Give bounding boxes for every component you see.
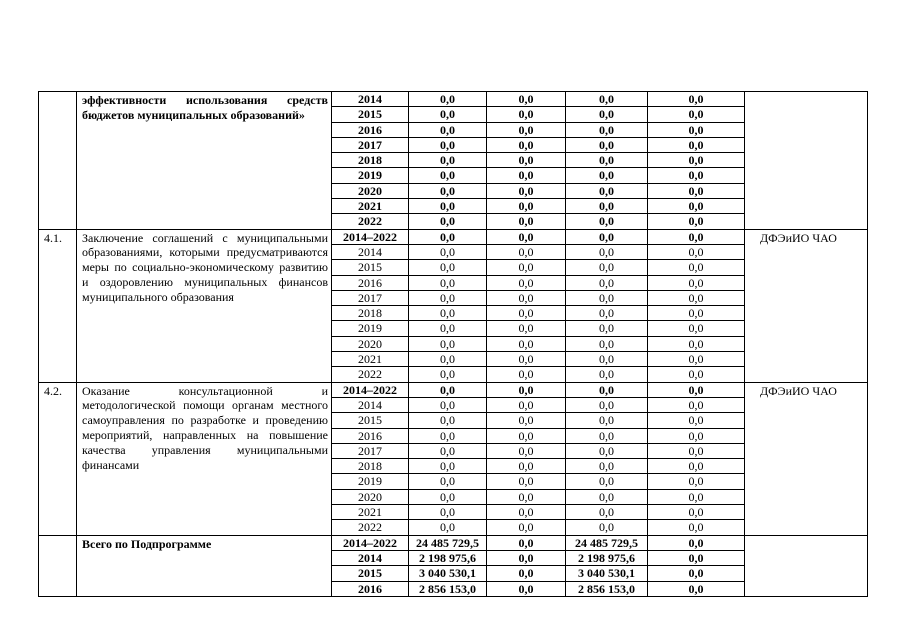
funding-value-cell: 0,0 bbox=[648, 153, 745, 168]
funding-value-cell: 0,0 bbox=[487, 443, 566, 458]
funding-value-cell: 0,0 bbox=[487, 428, 566, 443]
funding-value-cell: 0,0 bbox=[409, 428, 487, 443]
row-number: 4.2. bbox=[39, 382, 77, 535]
funding-value-cell: 2 856 153,0 bbox=[409, 581, 487, 596]
funding-value-cell: 0,0 bbox=[648, 413, 745, 428]
funding-value-cell: 0,0 bbox=[409, 352, 487, 367]
funding-value-cell: 0,0 bbox=[409, 183, 487, 198]
funding-value-cell: 0,0 bbox=[487, 168, 566, 183]
row-number bbox=[39, 535, 77, 596]
funding-value-cell: 0,0 bbox=[487, 474, 566, 489]
year-cell: 2017 bbox=[332, 443, 409, 458]
funding-value-cell: 0,0 bbox=[566, 183, 648, 198]
funding-value-cell: 0,0 bbox=[409, 306, 487, 321]
funding-value-cell: 0,0 bbox=[566, 306, 648, 321]
year-cell: 2014–2022 bbox=[332, 535, 409, 550]
funding-value-cell: 0,0 bbox=[648, 489, 745, 504]
funding-value-cell: 0,0 bbox=[409, 489, 487, 504]
funding-value-cell: 0,0 bbox=[487, 229, 566, 244]
funding-value-cell: 0,0 bbox=[648, 535, 745, 550]
funding-value-cell: 0,0 bbox=[566, 168, 648, 183]
year-cell: 2014 bbox=[332, 397, 409, 412]
funding-value-cell: 0,0 bbox=[487, 137, 566, 152]
funding-value-cell: 2 198 975,6 bbox=[566, 550, 648, 565]
executor-cell: ДФЭиИО ЧАО bbox=[745, 229, 868, 382]
table-row bbox=[39, 92, 868, 107]
funding-value-cell: 2 198 975,6 bbox=[409, 550, 487, 565]
executor-cell bbox=[745, 92, 868, 230]
funding-value-cell: 0,0 bbox=[648, 474, 745, 489]
funding-value-cell: 0,0 bbox=[648, 260, 745, 275]
year-cell: 2020 bbox=[332, 183, 409, 198]
funding-value-cell: 0,0 bbox=[648, 107, 745, 122]
funding-value-cell: 0,0 bbox=[648, 168, 745, 183]
year-cell: 2015 bbox=[332, 260, 409, 275]
funding-value-cell: 0,0 bbox=[409, 459, 487, 474]
funding-value-cell: 0,0 bbox=[566, 229, 648, 244]
funding-value-cell: 0,0 bbox=[648, 505, 745, 520]
funding-value-cell: 0,0 bbox=[409, 92, 487, 107]
funding-value-cell: 0,0 bbox=[487, 520, 566, 535]
funding-value-cell: 0,0 bbox=[487, 107, 566, 122]
funding-value-cell: 0,0 bbox=[487, 413, 566, 428]
funding-value-cell: 0,0 bbox=[487, 382, 566, 397]
year-cell: 2014–2022 bbox=[332, 229, 409, 244]
subprogram-table bbox=[38, 91, 868, 597]
funding-value-cell: 0,0 bbox=[409, 214, 487, 229]
funding-value-cell: 0,0 bbox=[648, 122, 745, 137]
funding-value-cell: 0,0 bbox=[648, 306, 745, 321]
year-cell: 2015 bbox=[332, 107, 409, 122]
funding-value-cell: 0,0 bbox=[487, 459, 566, 474]
funding-value-cell: 0,0 bbox=[409, 474, 487, 489]
year-cell: 2016 bbox=[332, 581, 409, 596]
funding-value-cell: 3 040 530,1 bbox=[566, 566, 648, 581]
funding-value-cell: 24 485 729,5 bbox=[409, 535, 487, 550]
activity-name: Заключение соглашений с муниципальными образованиями, которыми предусматриваются меры по социально-экономическому развитию и оздоровлению муниципальных финансов муниципального образования bbox=[77, 229, 332, 382]
funding-value-cell: 0,0 bbox=[409, 199, 487, 214]
year-cell: 2021 bbox=[332, 352, 409, 367]
funding-value-cell: 0,0 bbox=[648, 397, 745, 412]
funding-value-cell: 0,0 bbox=[566, 275, 648, 290]
year-cell: 2020 bbox=[332, 489, 409, 504]
funding-value-cell: 0,0 bbox=[487, 581, 566, 596]
funding-value-cell: 0,0 bbox=[648, 428, 745, 443]
funding-value-cell: 0,0 bbox=[487, 535, 566, 550]
funding-value-cell: 0,0 bbox=[566, 336, 648, 351]
funding-value-cell: 0,0 bbox=[409, 107, 487, 122]
table-row bbox=[39, 535, 868, 550]
funding-value-cell: 0,0 bbox=[409, 321, 487, 336]
funding-value-cell: 0,0 bbox=[648, 229, 745, 244]
funding-value-cell: 0,0 bbox=[648, 520, 745, 535]
funding-value-cell: 0,0 bbox=[487, 183, 566, 198]
funding-value-cell: 0,0 bbox=[566, 199, 648, 214]
funding-value-cell: 0,0 bbox=[487, 306, 566, 321]
funding-value-cell: 0,0 bbox=[566, 321, 648, 336]
funding-value-cell: 0,0 bbox=[648, 550, 745, 565]
funding-value-cell: 0,0 bbox=[648, 336, 745, 351]
funding-value-cell: 0,0 bbox=[648, 199, 745, 214]
funding-value-cell: 0,0 bbox=[487, 260, 566, 275]
funding-value-cell: 0,0 bbox=[648, 92, 745, 107]
year-cell: 2014 bbox=[332, 550, 409, 565]
funding-value-cell: 0,0 bbox=[409, 443, 487, 458]
funding-value-cell: 0,0 bbox=[487, 153, 566, 168]
table-row bbox=[39, 229, 868, 244]
funding-value-cell: 0,0 bbox=[487, 275, 566, 290]
funding-value-cell: 0,0 bbox=[566, 107, 648, 122]
year-cell: 2016 bbox=[332, 275, 409, 290]
funding-value-cell: 0,0 bbox=[566, 520, 648, 535]
year-cell: 2017 bbox=[332, 137, 409, 152]
funding-value-cell: 0,0 bbox=[487, 199, 566, 214]
funding-value-cell: 0,0 bbox=[409, 520, 487, 535]
funding-value-cell: 0,0 bbox=[487, 367, 566, 382]
funding-value-cell: 0,0 bbox=[566, 290, 648, 305]
year-cell: 2021 bbox=[332, 199, 409, 214]
table-body bbox=[39, 92, 868, 597]
funding-value-cell: 0,0 bbox=[566, 489, 648, 504]
year-cell: 2021 bbox=[332, 505, 409, 520]
year-cell: 2016 bbox=[332, 428, 409, 443]
funding-value-cell: 0,0 bbox=[566, 397, 648, 412]
funding-value-cell: 0,0 bbox=[648, 183, 745, 198]
funding-value-cell: 0,0 bbox=[648, 137, 745, 152]
funding-value-cell: 0,0 bbox=[487, 92, 566, 107]
funding-value-cell: 3 040 530,1 bbox=[409, 566, 487, 581]
funding-value-cell: 0,0 bbox=[566, 413, 648, 428]
year-cell: 2019 bbox=[332, 474, 409, 489]
funding-value-cell: 0,0 bbox=[487, 352, 566, 367]
funding-value-cell: 24 485 729,5 bbox=[566, 535, 648, 550]
funding-value-cell: 0,0 bbox=[487, 214, 566, 229]
funding-value-cell: 0,0 bbox=[648, 352, 745, 367]
year-cell: 2022 bbox=[332, 367, 409, 382]
funding-value-cell: 0,0 bbox=[566, 260, 648, 275]
funding-value-cell: 0,0 bbox=[409, 382, 487, 397]
funding-value-cell: 0,0 bbox=[487, 397, 566, 412]
funding-value-cell: 0,0 bbox=[487, 489, 566, 504]
funding-value-cell: 0,0 bbox=[566, 122, 648, 137]
funding-value-cell: 0,0 bbox=[566, 474, 648, 489]
funding-value-cell: 0,0 bbox=[566, 505, 648, 520]
funding-value-cell: 0,0 bbox=[409, 413, 487, 428]
table-row bbox=[39, 382, 868, 397]
funding-value-cell: 0,0 bbox=[648, 275, 745, 290]
funding-value-cell: 0,0 bbox=[487, 122, 566, 137]
year-cell: 2017 bbox=[332, 290, 409, 305]
funding-value-cell: 0,0 bbox=[566, 214, 648, 229]
row-number bbox=[39, 92, 77, 230]
funding-value-cell: 0,0 bbox=[566, 459, 648, 474]
funding-value-cell: 0,0 bbox=[566, 382, 648, 397]
year-cell: 2014 bbox=[332, 92, 409, 107]
funding-value-cell: 0,0 bbox=[566, 244, 648, 259]
funding-value-cell: 0,0 bbox=[648, 367, 745, 382]
funding-value-cell: 0,0 bbox=[648, 214, 745, 229]
funding-value-cell: 0,0 bbox=[487, 505, 566, 520]
funding-value-cell: 0,0 bbox=[409, 397, 487, 412]
funding-value-cell: 0,0 bbox=[409, 122, 487, 137]
funding-value-cell: 0,0 bbox=[648, 443, 745, 458]
activity-name: эффективности использования средств бюджетов муниципальных образований» bbox=[77, 92, 332, 230]
funding-value-cell: 0,0 bbox=[409, 260, 487, 275]
year-cell: 2016 bbox=[332, 122, 409, 137]
funding-value-cell: 0,0 bbox=[409, 244, 487, 259]
year-cell: 2015 bbox=[332, 413, 409, 428]
year-cell: 2019 bbox=[332, 321, 409, 336]
funding-value-cell: 0,0 bbox=[487, 321, 566, 336]
year-cell: 2018 bbox=[332, 306, 409, 321]
funding-value-cell: 0,0 bbox=[648, 382, 745, 397]
funding-value-cell: 0,0 bbox=[409, 275, 487, 290]
funding-value-cell: 0,0 bbox=[648, 566, 745, 581]
year-cell: 2022 bbox=[332, 214, 409, 229]
year-cell: 2015 bbox=[332, 566, 409, 581]
funding-value-cell: 0,0 bbox=[409, 290, 487, 305]
executor-cell bbox=[745, 535, 868, 596]
activity-name: Всего по Подпрограмме bbox=[77, 535, 332, 596]
year-cell: 2014–2022 bbox=[332, 382, 409, 397]
funding-value-cell: 0,0 bbox=[566, 92, 648, 107]
funding-value-cell: 0,0 bbox=[487, 290, 566, 305]
funding-value-cell: 0,0 bbox=[648, 459, 745, 474]
funding-value-cell: 0,0 bbox=[487, 566, 566, 581]
funding-value-cell: 0,0 bbox=[566, 352, 648, 367]
executor-cell: ДФЭиИО ЧАО bbox=[745, 382, 868, 535]
funding-value-cell: 0,0 bbox=[648, 290, 745, 305]
funding-value-cell: 0,0 bbox=[648, 581, 745, 596]
row-number: 4.1. bbox=[39, 229, 77, 382]
funding-value-cell: 0,0 bbox=[566, 137, 648, 152]
funding-value-cell: 2 856 153,0 bbox=[566, 581, 648, 596]
funding-value-cell: 0,0 bbox=[409, 168, 487, 183]
funding-value-cell: 0,0 bbox=[409, 229, 487, 244]
funding-value-cell: 0,0 bbox=[566, 153, 648, 168]
funding-value-cell: 0,0 bbox=[566, 443, 648, 458]
funding-value-cell: 0,0 bbox=[487, 550, 566, 565]
funding-value-cell: 0,0 bbox=[409, 367, 487, 382]
funding-value-cell: 0,0 bbox=[566, 367, 648, 382]
funding-value-cell: 0,0 bbox=[409, 153, 487, 168]
funding-value-cell: 0,0 bbox=[487, 244, 566, 259]
activity-name: Оказание консультационной и методологической помощи органам местного самоуправления по разработке и проведению мероприятий, направленных на повышение качества управления муниципальными финансами bbox=[77, 382, 332, 535]
year-cell: 2020 bbox=[332, 336, 409, 351]
funding-value-cell: 0,0 bbox=[648, 321, 745, 336]
funding-value-cell: 0,0 bbox=[409, 505, 487, 520]
funding-value-cell: 0,0 bbox=[487, 336, 566, 351]
year-cell: 2014 bbox=[332, 244, 409, 259]
year-cell: 2019 bbox=[332, 168, 409, 183]
year-cell: 2018 bbox=[332, 153, 409, 168]
year-cell: 2018 bbox=[332, 459, 409, 474]
funding-value-cell: 0,0 bbox=[566, 428, 648, 443]
funding-value-cell: 0,0 bbox=[409, 336, 487, 351]
funding-value-cell: 0,0 bbox=[648, 244, 745, 259]
year-cell: 2022 bbox=[332, 520, 409, 535]
funding-value-cell: 0,0 bbox=[409, 137, 487, 152]
